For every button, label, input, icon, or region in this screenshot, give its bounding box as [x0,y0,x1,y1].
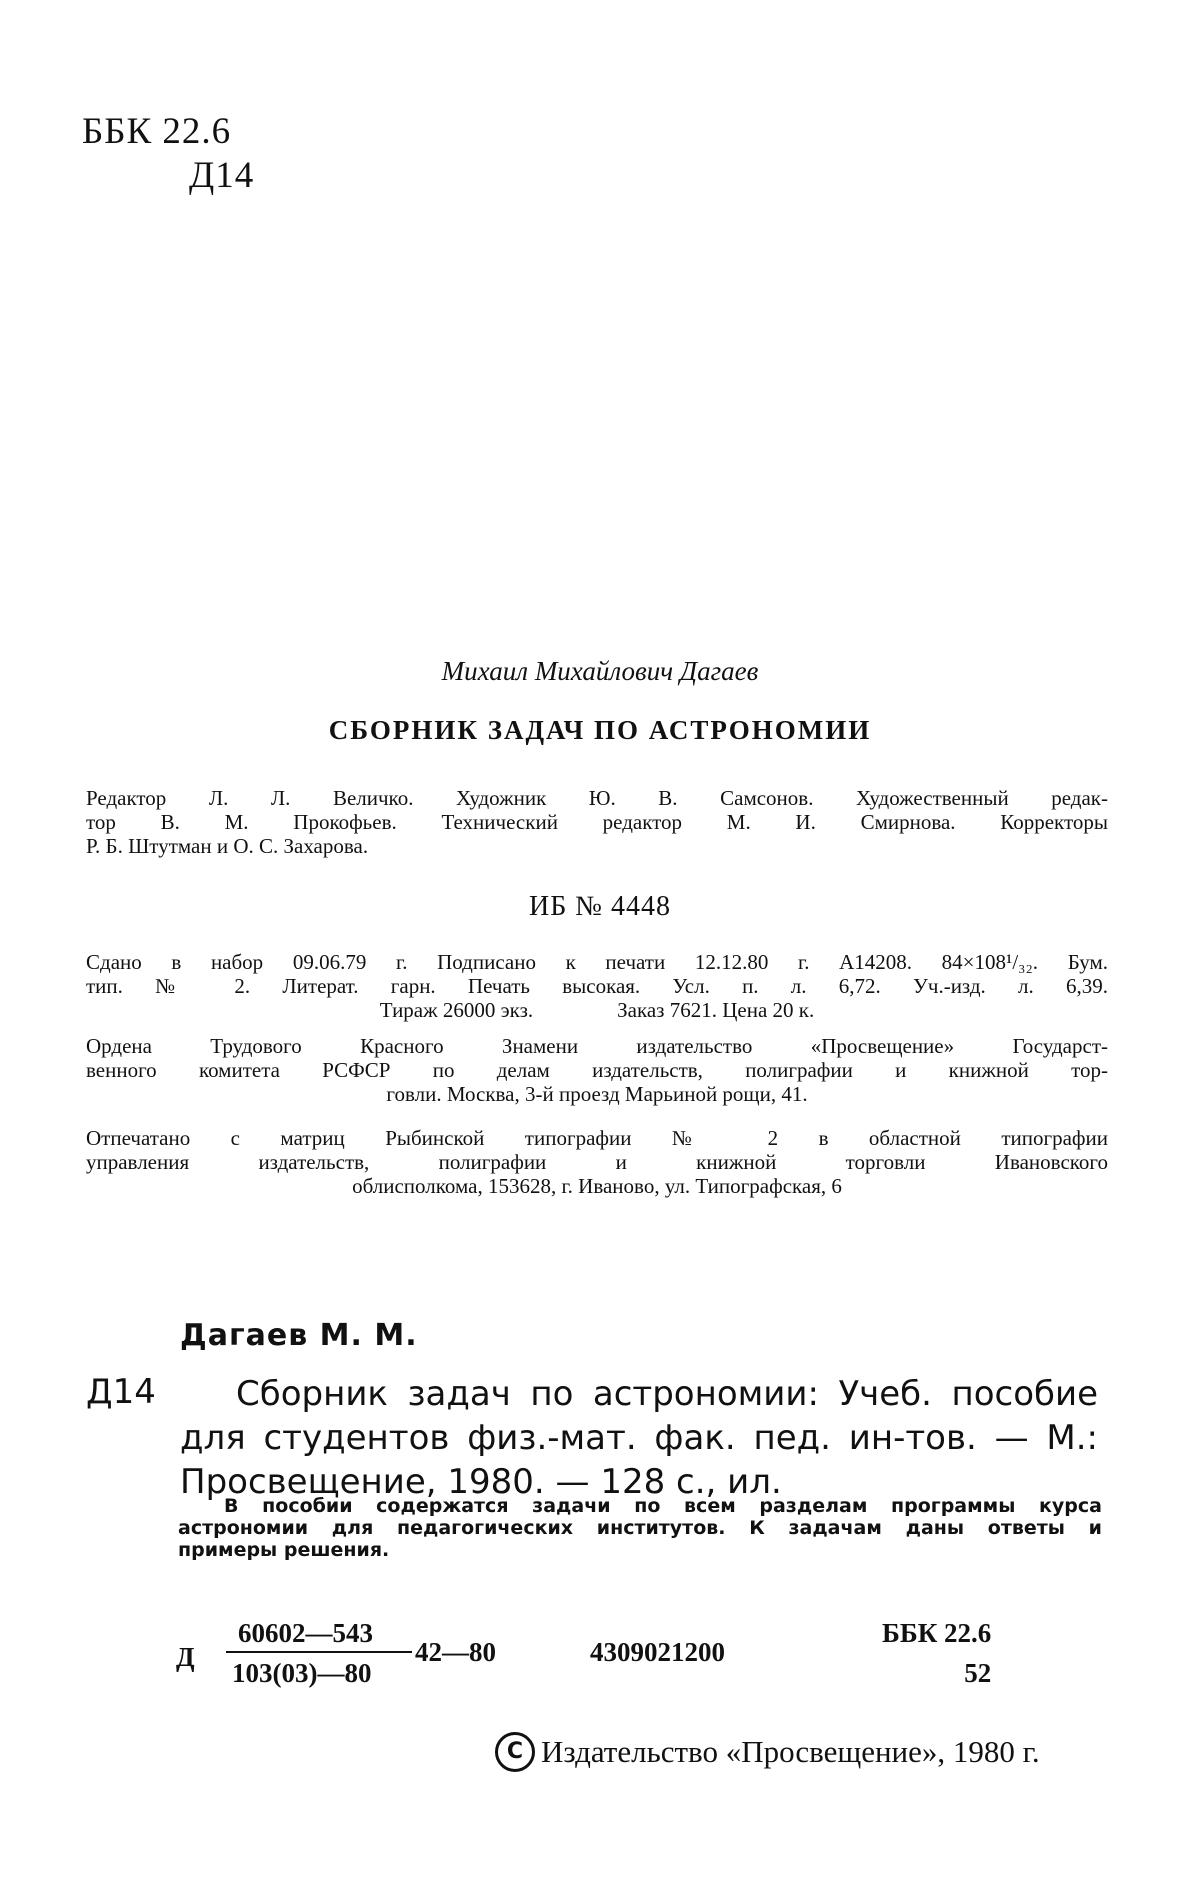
print-info-line: Тираж 26000 экз. Заказ 7621. Цена 20 к. [379,998,815,1022]
fraction-bar [226,1651,412,1653]
copyright-line [495,1732,1040,1772]
print-info-paragraph [86,950,1108,1022]
card-description-line: Просвещение, 1980. — 128 с., ил. [180,1462,782,1502]
index-numerator: 60602—543 [238,1618,373,1648]
annotation-line: примеры решения. [178,1539,390,1561]
index-tail: 42—80 [415,1637,496,1667]
annotation-line: В пособии содержатся задачи по всем разделам программы курса [224,1495,1102,1517]
ib-number: ИБ № 4448 [528,891,671,922]
card-description-line: Сборник задач по астрономии: Учеб. пособие [236,1374,1098,1414]
index-letter: Д [176,1642,195,1672]
author-name: Михаил Михайлович Дагаев [441,656,759,686]
copyright-icon: C [495,1732,535,1772]
credits-line: тор В. М. Прокофьев. Технический редактор М. И. Смирнова. Корректоры [86,810,1108,834]
author-mark: Д14 [189,155,255,196]
index-denominator: 103(03)—80 [232,1658,372,1688]
bbk-bottom-sub: 52 [964,1658,992,1688]
publisher-line: венного комитета РСФСР по делам издательств, полиграфии и книжной тор- [86,1058,1108,1082]
publisher-line: Ордена Трудового Красного Знамени издательство «Просвещение» Государст- [86,1034,1108,1058]
print-info-line: тип. № 2. Литерат. гарн. Печать высокая. Усл. п. л. 6,72. Уч.-изд. л. 6,39. [86,974,1108,998]
card-description-line: для студентов физ.-мат. фак. пед. ин-тов. — М.: [180,1418,1098,1458]
bbk-bottom-code: ББК 22.6 [882,1618,992,1648]
card-author: Дагаев М. М. [180,1318,418,1353]
copyright-text: Издательство «Просвещение», 1980 г. [541,1734,1040,1769]
printer-paragraph [86,1126,1108,1198]
annotation-line: астрономии для педагогических институтов. К задачам даны ответы и [178,1517,1102,1539]
bbk-code: ББК 22.6 [82,111,232,152]
bbk-classification [82,110,254,198]
credits-line: Р. Б. Штутман и О. С. Захарова. [86,834,369,858]
card-code: Д14 [86,1372,156,1412]
printer-line: управления издательств, полиграфии и книжной торговли Ивановского [86,1150,1108,1174]
print-info-line: Сдано в набор 09.06.79 г. Подписано к печати 12.12.80 г. А14208. 84×108¹/₃₂. Бум. [86,950,1108,974]
publisher-paragraph [86,1034,1108,1106]
book-title: СБОРНИК ЗАДАЧ ПО АСТРОНОМИИ [328,715,872,745]
printer-line: Отпечатано с матриц Рыбинской типографии № 2 в областной типографии [86,1126,1108,1150]
publisher-line: говли. Москва, 3-й проезд Марьиной рощи, 41. [386,1082,808,1106]
bbk-bottom [882,1613,991,1693]
card-description [180,1372,1098,1504]
card-annotation [178,1495,1102,1561]
catalog-code: 4309021200 [590,1637,725,1667]
printer-line: облисполкома, 153628, г. Иваново, ул. Типографская, 6 [352,1174,842,1198]
credits-line: Редактор Л. Л. Величко. Художник Ю. В. Самсонов. Художественный редак- [86,786,1108,810]
credits-paragraph [86,786,1108,858]
